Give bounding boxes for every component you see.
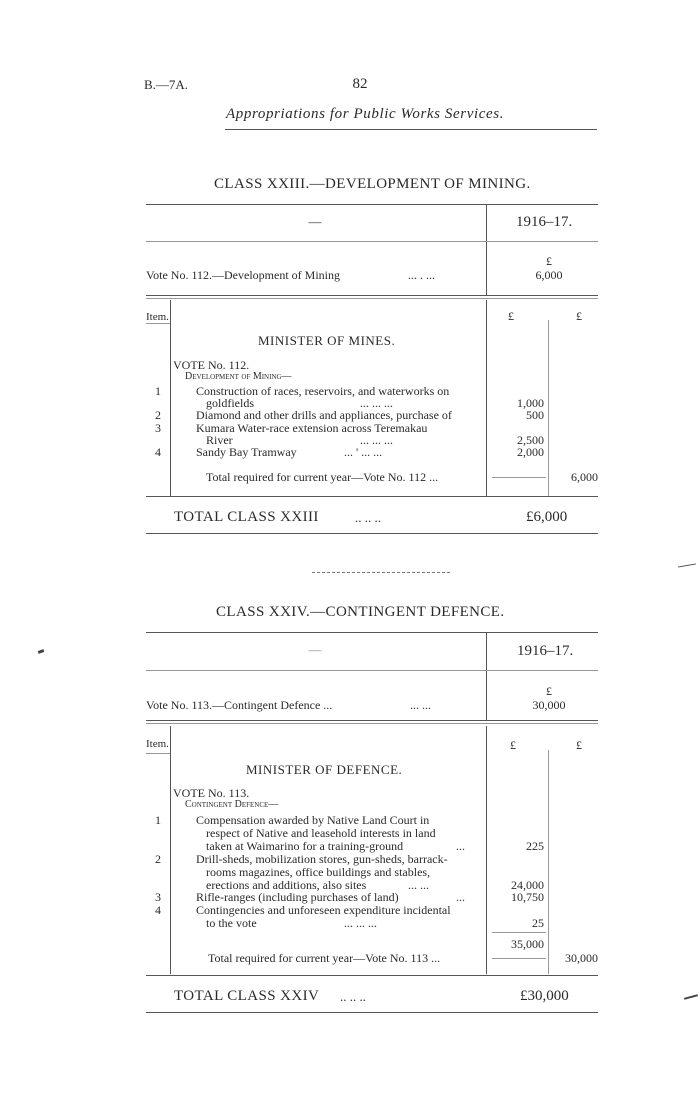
class24-subtotal: 35,000 <box>511 937 544 951</box>
class24-item-header-rule <box>146 753 170 754</box>
class24-subheading: Contingent Defence— <box>185 799 279 810</box>
class23-item-num: 2 <box>155 408 161 422</box>
class24-vote-rule-2 <box>146 723 598 724</box>
class24-total-label: TOTAL CLASS XXIV <box>174 988 320 1004</box>
scan-mark <box>678 563 696 567</box>
class23-item-dots: ... ' ... ... <box>344 445 383 459</box>
class24-bottom-rule <box>146 1012 598 1013</box>
class24-header-divider <box>486 633 487 721</box>
class24-amount-col-rule <box>486 726 487 974</box>
class24-item-col-rule <box>170 726 171 974</box>
class24-item-num: 4 <box>155 903 161 917</box>
class23-pound-col2: £ <box>576 309 582 323</box>
class23-item-line: Sandy Bay Tramway <box>196 445 297 459</box>
class24-item-line: respect of Native and leasehold interests in land <box>206 826 436 840</box>
class24-item-line: Drill-sheds, mobilization stores, gun-sheds, barrack- <box>196 852 448 866</box>
class23-item-dots: ... ... ... <box>360 396 393 410</box>
class24-pound-col2: £ <box>576 738 582 752</box>
class24-vote-rule <box>146 720 598 721</box>
class23-vote-pound: £ <box>546 254 552 268</box>
class24-table-top-rule <box>146 632 598 633</box>
class24-vote-amount: 30,000 <box>532 698 566 712</box>
class23-amount-col-rule <box>486 300 487 496</box>
class24-total-dash <box>492 958 546 959</box>
class23-pound-col1: £ <box>508 309 514 323</box>
class24-item-line: Rifle-ranges (including purchases of land) <box>196 890 399 904</box>
class24-item-dots: ... ... ... <box>344 916 377 930</box>
class24-item-num: 1 <box>155 813 161 827</box>
class23-year: 1916–17. <box>516 214 573 230</box>
class24-pound-col1: £ <box>510 738 516 752</box>
class23-item-line: Diamond and other drills and appliances, purchase of <box>196 408 452 422</box>
class23-vote-amount: 6,000 <box>535 268 563 282</box>
class24-year-rule <box>146 670 598 671</box>
section-separator <box>312 572 450 573</box>
class24-vote-pound: £ <box>546 684 552 698</box>
class24-year: 1916–17. <box>517 643 574 659</box>
class23-item-line: Kumara Water-race extension across Teremakau <box>196 421 428 435</box>
scan-mark <box>684 994 698 1000</box>
class24-item-amount: 225 <box>526 839 544 853</box>
class23-item-line: Construction of races, reservoirs, and waterworks on <box>196 384 450 398</box>
class23-vote-rule <box>146 295 598 296</box>
class23-total-label: TOTAL CLASS XXIII <box>174 509 319 525</box>
class23-item-header: Item. <box>146 311 169 323</box>
class24-subtotal-rule <box>492 932 546 933</box>
class24-item-dots: ... ... <box>408 878 429 892</box>
class24-item-line: Compensation awarded by Native Land Court in <box>196 813 430 827</box>
class24-vote-no: VOTE No. 113. <box>173 786 250 800</box>
document-reference: B.—7A. <box>144 77 189 92</box>
class24-total-required: Total required for current year—Vote No. 113 ... <box>208 951 441 965</box>
class24-total-amount: £30,000 <box>520 988 569 1004</box>
class24-item-dots: ... <box>456 890 465 904</box>
scan-mark <box>38 649 45 654</box>
page-title: Appropriations for Public Works Services. <box>226 106 505 122</box>
class24-item-num: 3 <box>155 890 161 904</box>
class24-item-amount: 24,000 <box>511 878 544 892</box>
class23-item-amount: 2,000 <box>517 445 544 459</box>
class24-item-line: Contingencies and unforeseen expenditure incidental <box>196 903 451 917</box>
class23-total-dots: .. .. .. <box>355 510 381 525</box>
class23-subcol-rule <box>548 320 549 496</box>
class24-subcol-rule <box>548 750 549 974</box>
page-number: 82 <box>352 76 368 92</box>
class23-total-required-amount: 6,000 <box>571 470 598 484</box>
class23-total-rule <box>146 496 598 497</box>
class24-item-line: taken at Waimarino for a training-ground <box>206 839 404 853</box>
class24-item-dots: ... <box>456 839 465 853</box>
class24-item-line: erections and additions, also sites <box>206 878 367 892</box>
class23-vote-line: Vote No. 112.—Development of Mining <box>146 268 340 282</box>
class23-vote-no: VOTE No. 112. <box>173 358 250 372</box>
class23-bottom-rule <box>146 533 598 534</box>
class23-total-required: Total required for current year—Vote No. 112 ... <box>206 470 439 484</box>
class23-item-line: goldfields <box>206 396 254 410</box>
title-rule <box>225 129 597 130</box>
class24-total-dots: .. .. .. <box>340 989 366 1004</box>
class23-vote-rule-2 <box>146 298 598 299</box>
class23-total-dash <box>492 477 546 478</box>
class23-dash: — <box>308 214 322 229</box>
class23-item-amount: 2,500 <box>517 433 544 447</box>
class24-total-rule <box>146 975 598 976</box>
class23-item-col-rule <box>170 300 171 496</box>
class23-total-amount: £6,000 <box>526 509 568 525</box>
class23-item-num: 4 <box>155 445 161 459</box>
class24-item-line: to the vote <box>206 916 257 930</box>
class24-item-amount: 25 <box>532 916 544 930</box>
class23-item-line: River <box>206 433 233 447</box>
class24-item-amount: 10,750 <box>511 890 544 904</box>
class23-item-num: 3 <box>155 421 161 435</box>
class23-item-amount: 1,000 <box>517 396 544 410</box>
class23-header-divider <box>486 205 487 296</box>
class23-item-amount: 500 <box>526 408 544 422</box>
class23-item-num: 1 <box>155 384 161 398</box>
class23-vote-dots: ... . ... <box>408 268 435 282</box>
class23-subheading: Development of Mining— <box>185 371 292 382</box>
class24-vote-dots: ... ... <box>410 698 431 712</box>
class24-minister: MINISTER OF DEFENCE. <box>246 762 403 777</box>
class23-table-top-rule <box>146 204 598 205</box>
class23-year-rule <box>146 241 598 242</box>
class23-heading: CLASS XXIII.—DEVELOPMENT OF MINING. <box>214 176 531 192</box>
class24-heading: CLASS XXIV.—CONTINGENT DEFENCE. <box>216 604 505 620</box>
class24-vote-line: Vote No. 113.—Contingent Defence ... <box>146 698 333 712</box>
class23-item-header-rule <box>146 323 170 324</box>
class24-dash: — <box>308 642 322 657</box>
class24-total-required-amount: 30,000 <box>565 951 598 965</box>
class23-item-dots: ... ... ... <box>360 433 393 447</box>
class24-item-num: 2 <box>155 852 161 866</box>
class24-item-line: rooms magazines, office buildings and stables, <box>206 865 431 879</box>
class24-item-header: Item. <box>146 738 169 750</box>
class23-minister: MINISTER OF MINES. <box>258 333 396 348</box>
